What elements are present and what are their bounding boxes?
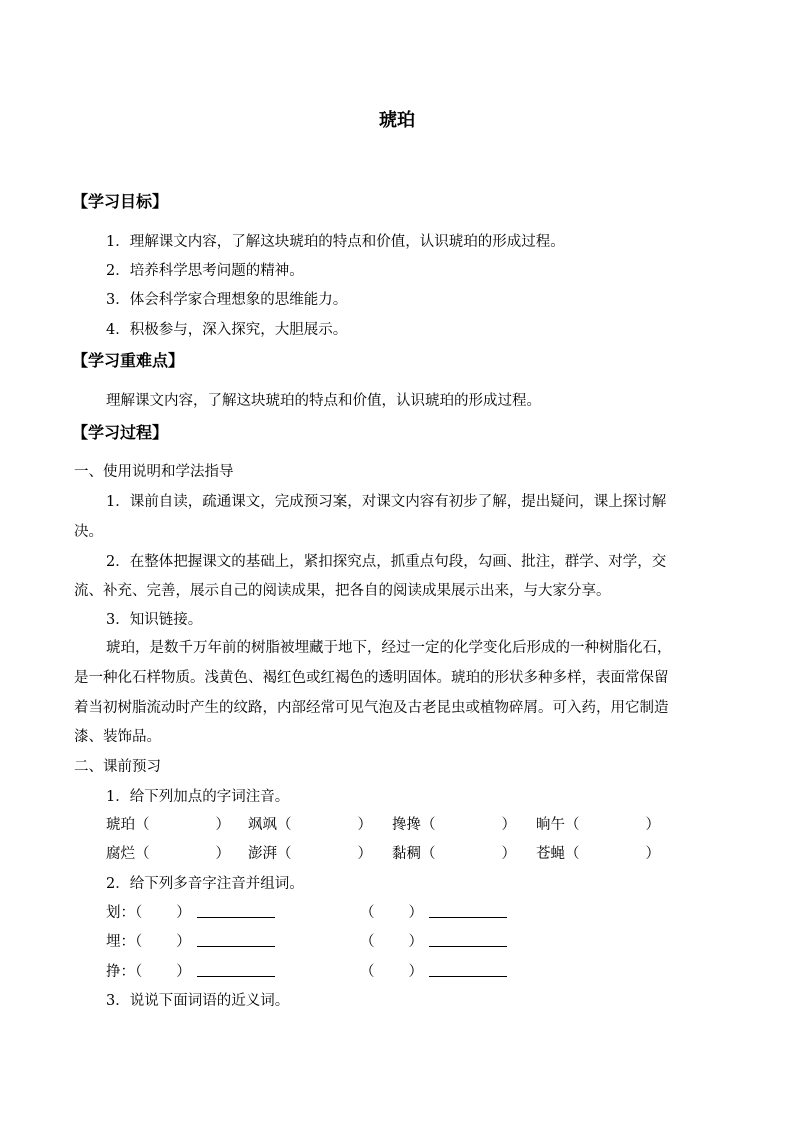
answer-blank[interactable] bbox=[197, 962, 275, 977]
answer-blank[interactable] bbox=[197, 932, 275, 947]
question-2: 2．给下列多音字注音并组词。 bbox=[106, 876, 304, 892]
paragraph-line: 1．课前自读，疏通课文，完成预习案，对课文内容有初步了解，提出疑问，课上探讨解 bbox=[106, 494, 667, 510]
pinyin-item[interactable]: 琥珀（ ） bbox=[106, 817, 230, 833]
key-points-heading: 【学习重难点】 bbox=[72, 351, 185, 370]
goal-item: 2．培养科学思考问题的精神。 bbox=[106, 263, 304, 279]
question-1: 1．给下列加点的字词注音。 bbox=[106, 789, 290, 805]
paragraph-line: 2．在整体把握课文的基础上，紧扣探究点，抓重点句段，勾画、批注，群学、对学，交 bbox=[106, 554, 667, 570]
answer-blank[interactable] bbox=[429, 903, 507, 918]
paragraph-line: 3．知识链接。 bbox=[106, 612, 203, 628]
pinyin-item[interactable]: 黏稠（ ） bbox=[392, 846, 516, 862]
answer-blank[interactable] bbox=[429, 932, 507, 947]
paragraph-line: 琥珀，是数千万年前的树脂被埋藏于地下，经过一定的化学变化后形成的一种树脂化石， bbox=[106, 640, 672, 656]
goal-item: 1．理解课文内容，了解这块琥珀的特点和价值，认识琥珀的形成过程。 bbox=[106, 234, 565, 250]
pinyin-item[interactable]: 澎湃（ ） bbox=[248, 846, 372, 862]
question-3: 3．说说下面词语的近义词。 bbox=[106, 993, 290, 1009]
polyphone-item[interactable]: 挣：（ ） bbox=[106, 962, 275, 982]
part2-heading: 二、课前预习 bbox=[74, 759, 161, 775]
polyphone-item[interactable]: （ ） bbox=[360, 932, 507, 952]
part1-heading: 一、使用说明和学法指导 bbox=[74, 464, 234, 480]
polyphone-item[interactable]: （ ） bbox=[360, 903, 507, 923]
page-title: 琥珀 bbox=[379, 110, 415, 131]
goals-heading: 【学习目标】 bbox=[72, 192, 169, 211]
answer-blank[interactable] bbox=[197, 903, 275, 918]
pinyin-item[interactable]: 苍蝇（ ） bbox=[536, 846, 660, 862]
paragraph-line: 漆、装饰品。 bbox=[74, 729, 161, 745]
pinyin-item[interactable]: 飒飒（ ） bbox=[248, 817, 372, 833]
pinyin-item[interactable]: 晌午（ ） bbox=[536, 817, 660, 833]
paragraph-line: 着当初树脂流动时产生的纹路，内部经常可见气泡及古老昆虫或植物碎屑。可入药，用它制造 bbox=[74, 700, 669, 716]
paragraph-line: 是一种化石样物质。浅黄色、褐红色或红褐色的透明固体。琥珀的形状多种多样，表面常保留 bbox=[74, 670, 669, 686]
process-heading: 【学习过程】 bbox=[72, 423, 169, 442]
polyphone-item[interactable]: 埋：（ ） bbox=[106, 932, 275, 952]
pinyin-item[interactable]: 腐烂（ ） bbox=[106, 846, 230, 862]
answer-blank[interactable] bbox=[429, 962, 507, 977]
goal-item: 3．体会科学家合理想象的思维能力。 bbox=[106, 292, 348, 308]
pinyin-item[interactable]: 搀搀（ ） bbox=[392, 817, 516, 833]
paragraph-line: 决。 bbox=[74, 524, 103, 540]
goal-item: 4．积极参与，深入探究，大胆展示。 bbox=[106, 322, 348, 338]
polyphone-item[interactable]: 划：（ ） bbox=[106, 903, 275, 923]
paragraph-line: 流、补充、完善，展示自己的阅读成果，把各自的阅读成果展示出来，与大家分享。 bbox=[74, 583, 611, 599]
polyphone-item[interactable]: （ ） bbox=[360, 962, 507, 982]
key-points-text: 理解课文内容，了解这块琥珀的特点和价值，认识琥珀的形成过程。 bbox=[106, 393, 541, 409]
